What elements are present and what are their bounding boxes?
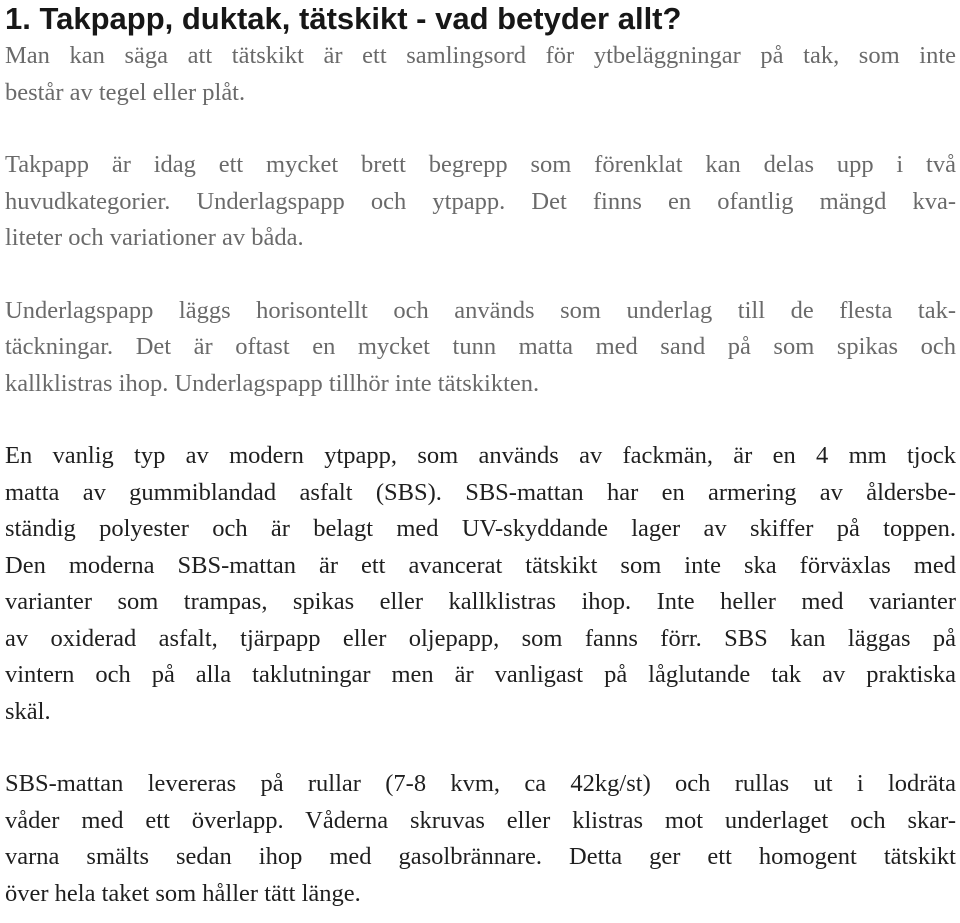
text-line: En vanlig typ av modern ytpapp, som används av fackmän, är en 4 mm tjock bbox=[5, 442, 956, 469]
text-line: av oxiderad asfalt, tjärpapp eller oljepapp, som fanns förr. SBS kan läggas på bbox=[5, 624, 956, 652]
text-line: Takpapp är idag ett mycket brett begrepp som förenklat kan delas upp i två bbox=[5, 151, 956, 178]
text-line: består av tegel eller plåt. bbox=[5, 78, 246, 106]
paragraph-gap bbox=[5, 257, 956, 293]
text-line: vintern och på alla taklutningar men är vanligast på låglutande tak av praktiska bbox=[5, 661, 956, 688]
text-line: ständig polyester och är belagt med UV-skyddande lager av skiffer på toppen. bbox=[5, 515, 956, 542]
text-line: varna smälts sedan ihop med gasolbrännare. Detta ger ett homogent tätskikt bbox=[5, 843, 956, 870]
text-line: skäl. bbox=[5, 697, 51, 725]
paragraph bbox=[5, 293, 956, 403]
text-line: Den moderna SBS-mattan är ett avancerat tätskikt som inte ska förväxlas med bbox=[5, 551, 956, 579]
document-body bbox=[5, 38, 956, 912]
paragraph bbox=[5, 766, 956, 912]
text-line: matta av gummiblandad asfalt (SBS). SBS-mattan har en armering av åldersbe- bbox=[5, 478, 956, 506]
text-line: Underlagspapp läggs horisontellt och används som underlag till de flesta tak- bbox=[5, 296, 956, 324]
text-line: Man kan säga att tätskikt är ett samlingsord för ytbeläggningar på tak, som inte bbox=[5, 42, 956, 69]
text-line: huvudkategorier. Underlagspapp och ytpapp. Det finns en ofantlig mängd kva- bbox=[5, 187, 956, 215]
paragraph-gap bbox=[5, 730, 956, 766]
paragraph-gap bbox=[5, 111, 956, 147]
paragraph bbox=[5, 38, 956, 111]
page-title: 1. Takpapp, duktak, tätskikt - vad betyder allt? bbox=[5, 1, 682, 36]
text-line: våder med ett överlapp. Våderna skruvas eller klistras mot underlaget och skar- bbox=[5, 806, 956, 834]
text-line: liteter och variationer av båda. bbox=[5, 224, 304, 251]
paragraph bbox=[5, 147, 956, 257]
text-line: täckningar. Det är oftast en mycket tunn matta med sand på som spikas och bbox=[5, 333, 956, 360]
text-line: över hela taket som håller tätt länge. bbox=[5, 879, 361, 907]
text-line: varianter som trampas, spikas eller kallklistras ihop. Inte heller med varianter bbox=[5, 588, 956, 615]
paragraph bbox=[5, 438, 956, 730]
text-line: SBS-mattan levereras på rullar (7-8 kvm, ca 42kg/st) och rullas ut i lodräta bbox=[5, 770, 956, 797]
text-line: kallklistras ihop. Underlagspapp tillhör inte tätskikten. bbox=[5, 369, 540, 397]
paragraph-gap bbox=[5, 402, 956, 438]
